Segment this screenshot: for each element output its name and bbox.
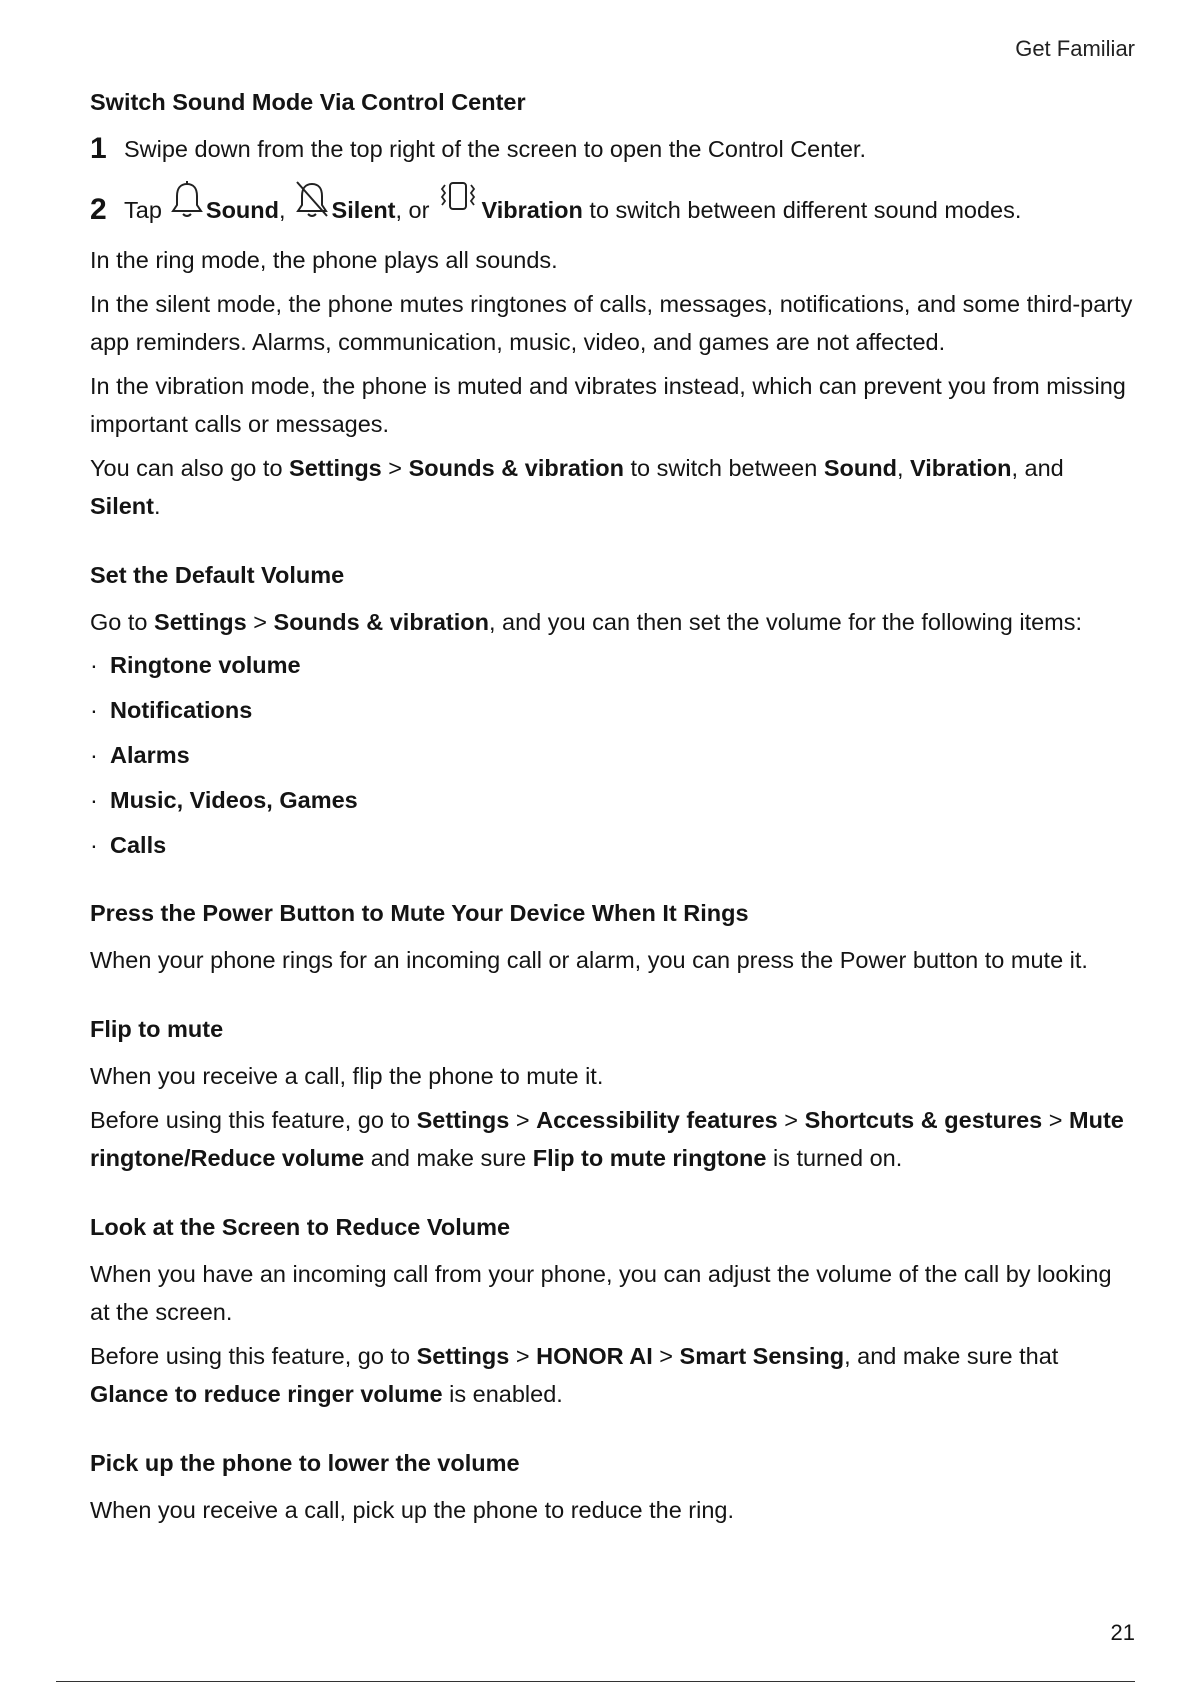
section-default-volume [90,559,1135,863]
paragraph-look-intro: When you have an incoming call from your phone, you can adjust the volume of the call by looking at the screen. [90,1261,1112,1325]
paragraph-silent-mode: In the silent mode, the phone mutes ringtones of calls, messages, notifications, and some third-party app reminders. Alarms, communication, music, video, and games are not affected. [90,291,1133,355]
list-item: · Music, Videos, Games [90,787,358,813]
paragraph-vibration-mode: In the vibration mode, the phone is muted and vibrates instead, which can prevent you from missing important calls or messages. [90,373,1126,437]
section-title: Switch Sound Mode Via Control Center [90,89,526,115]
paragraph-ring-mode: In the ring mode, the phone plays all sounds. [90,247,558,273]
page-header: Get Familiar [1015,36,1135,61]
footer-divider [56,1681,1135,1682]
paragraph-power-mute: When your phone rings for an incoming call or alarm, you can press the Power button to mute it. [90,947,1088,973]
step-2 [90,180,1135,229]
list-item: · Ringtone volume [90,652,301,678]
paragraph-look-settings: Before using this feature, go to Settings > HONOR AI > Smart Sensing, and make sure that Glance to reduce ringer volume is enabled. [90,1343,1059,1407]
step-text: Tap Sound, Silent, or Vibration to switch between different sound modes. [124,180,1021,229]
section-title: Look at the Screen to Reduce Volume [90,1214,511,1240]
content [90,86,1135,1563]
bell-off-icon [294,180,330,220]
section-flip-to-mute [90,1013,1135,1177]
paragraph-flip-settings: Before using this feature, go to Settings > Accessibility features > Shortcuts & gestures > Mute ringtone/Reduce volume and make sure Flip to mute ringtone is turned on. [90,1107,1124,1171]
section-title: Set the Default Volume [90,562,345,588]
paragraph-pick-up: When you receive a call, pick up the phone to reduce the ring. [90,1497,735,1523]
paragraph-volume-path: Go to Settings > Sounds & vibration, and you can then set the volume for the following items: [90,609,1083,635]
step-1 [90,130,1135,168]
step-text: Swipe down from the top right of the screen to open the Control Center. [124,136,866,162]
step-number: 2 [90,193,107,226]
bell-icon [170,180,204,220]
section-look-at-screen [90,1211,1135,1413]
section-switch-sound-mode [90,86,1135,525]
list-item: · Alarms [90,742,190,768]
vibrate-icon [437,180,479,220]
list-item: · Calls [90,832,167,858]
section-title: Pick up the phone to lower the volume [90,1450,520,1476]
step-number: 1 [90,132,107,165]
volume-items-list [90,647,1135,863]
page-number: 21 [1110,1620,1135,1645]
section-power-button-mute [90,897,1135,979]
section-title: Flip to mute [90,1016,224,1042]
paragraph-settings-path: You can also go to Settings > Sounds & vibration to switch between Sound, Vibration, and Silent. [90,455,1064,519]
section-pick-up [90,1447,1135,1529]
paragraph-flip-intro: When you receive a call, flip the phone to mute it. [90,1063,604,1089]
list-item: · Notifications [90,697,253,723]
section-title: Press the Power Button to Mute Your Device When It Rings [90,900,749,926]
